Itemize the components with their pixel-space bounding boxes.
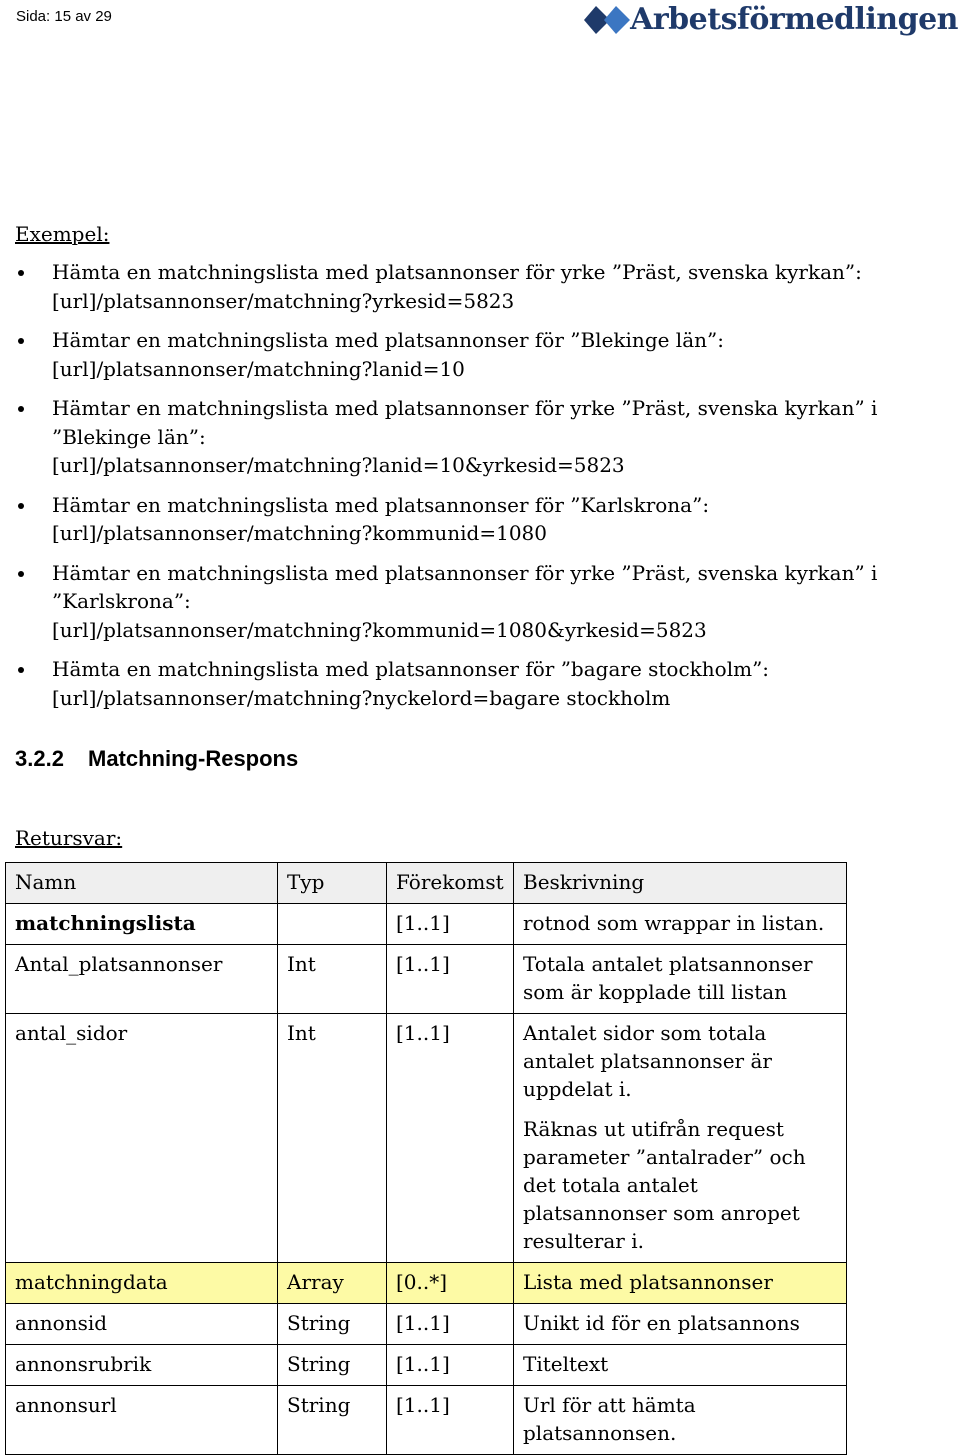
field-occurrence: [0..*] [387,1263,514,1304]
field-type: Int [278,1014,387,1263]
logo-mark-icon [582,3,634,37]
field-occurrence: [1..1] [387,1014,514,1263]
field-description [514,1014,847,1263]
table-row [6,1345,847,1386]
column-header: Typ [278,863,387,904]
list-item: Hämta en matchningslista med platsannonser för ”bagare stockholm”: [url]/platsannonser/matchning?nyckelord=bagare stockholm [15,655,915,712]
example-url: [url]/platsannonser/matchning?yrkesid=5823 [52,288,515,313]
example-url: [url]/platsannonser/matchning?nyckelord=bagare stockholm [52,685,671,710]
field-description: Url för att hämta platsannonsen. [514,1386,847,1455]
page-header [0,0,960,50]
arbetsformedlingen-logo [582,2,958,37]
table-row [6,1386,847,1455]
field-occurrence: [1..1] [387,904,514,945]
section-number: 3.2.2 [15,746,64,771]
table-header-row [6,863,847,904]
field-name: Antal_platsannonser [6,945,278,1014]
description-paragraph: Antalet sidor som totala antalet platsannonser är uppdelat i. [523,1021,772,1101]
field-name: annonsid [6,1304,278,1345]
field-description: Titeltext [514,1345,847,1386]
field-occurrence: [1..1] [387,1386,514,1455]
field-type: String [278,1304,387,1345]
section-title [15,746,298,772]
table-row [6,904,847,945]
table-row [6,945,847,1014]
field-occurrence: [1..1] [387,945,514,1014]
page-number: Sida: 15 av 29 [16,8,112,25]
field-description: Totala antalet platsannonser som är kopplade till listan [514,945,847,1014]
table-row [6,1014,847,1263]
example-url: [url]/platsannonser/matchning?lanid=10 [52,356,465,381]
field-occurrence: [1..1] [387,1304,514,1345]
field-type [278,904,387,945]
example-url: [url]/platsannonser/matchning?kommunid=1080&yrkesid=5823 [52,617,707,642]
logo-text: Arbetsförmedlingen [630,2,958,37]
response-table [5,862,847,1455]
column-header: Beskrivning [514,863,847,904]
example-url: [url]/platsannonser/matchning?lanid=10&yrkesid=5823 [52,453,625,477]
list-item: Hämtar en matchningslista med platsannonser för ”Karlskrona”: [url]/platsannonser/matchning?kommunid=1080 [15,491,915,548]
list-item: Hämtar en matchningslista med platsannonser för ”Blekinge län”: [url]/platsannonser/matchning?lanid=10 [15,326,915,383]
examples-heading: Exempel: [15,222,110,246]
table-row [6,1304,847,1345]
field-type: String [278,1386,387,1455]
field-description: rotnod som wrappar in listan. [514,904,847,945]
table-row-highlighted [6,1263,847,1304]
examples-list [15,258,915,723]
field-occurrence: [1..1] [387,1345,514,1386]
field-type: String [278,1345,387,1386]
field-name: matchningslista [6,904,278,945]
description-paragraph: Räknas ut utifrån request parameter ”antalrader” och det totala antalet platsannonser som anropet resulterar i. [523,1117,806,1253]
column-header: Förekomst [387,863,514,904]
list-item: Hämtar en matchningslista med platsannonser för yrke ”Präst, svenska kyrkan” i ”Karlskrona”: [url]/platsannonser/matchning?kommunid=1080&yrkesid=5823 [15,559,915,645]
field-name: annonsrubrik [6,1345,278,1386]
example-url: [url]/platsannonser/matchning?kommunid=1080 [52,521,548,545]
list-item: Hämta en matchningslista med platsannonser för yrke ”Präst, svenska kyrkan”: [url]/platsannonser/matchning?yrkesid=5823 [15,258,915,315]
field-name: matchningdata [6,1263,278,1304]
field-name: annonsurl [6,1386,278,1455]
field-name: antal_sidor [6,1014,278,1263]
list-item: Hämtar en matchningslista med platsannonser för yrke ”Präst, svenska kyrkan” i ”Blekinge län”: [url]/platsannonser/matchning?lanid=10&yrkesid=5823 [15,394,915,480]
field-description: Unikt id för en platsannons [514,1304,847,1345]
field-type: Array [278,1263,387,1304]
returns-heading: Retursvar: [15,826,123,850]
field-description: Lista med platsannonser [514,1263,847,1304]
section-heading: Matchning-Respons [88,746,299,771]
column-header: Namn [6,863,278,904]
field-type: Int [278,945,387,1014]
